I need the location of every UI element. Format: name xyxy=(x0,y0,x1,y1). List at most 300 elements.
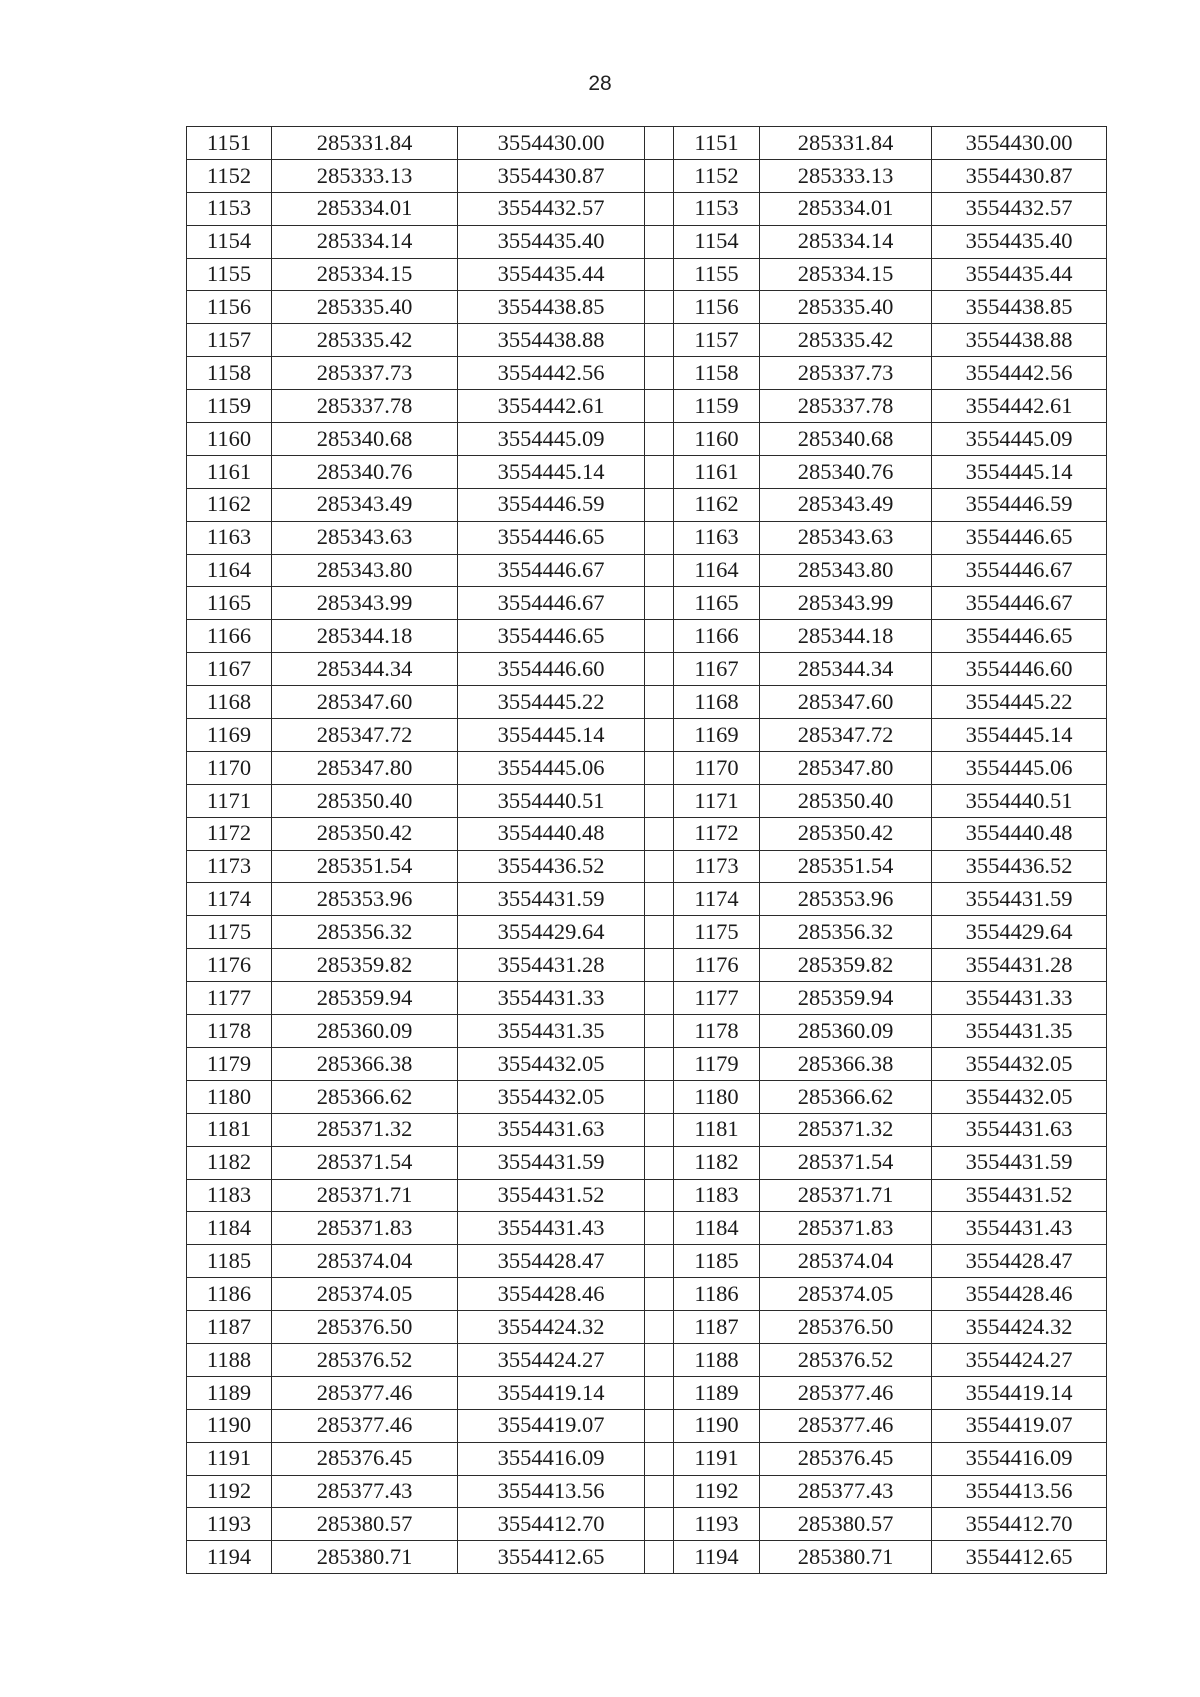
x-coordinate-left: 285343.49 xyxy=(272,488,458,521)
x-coordinate-right: 285371.32 xyxy=(760,1113,932,1146)
x-coordinate-left: 285376.52 xyxy=(272,1343,458,1376)
x-coordinate-right: 285380.57 xyxy=(760,1508,932,1541)
point-number-left: 1151 xyxy=(187,127,272,160)
y-coordinate-left: 3554429.64 xyxy=(458,916,645,949)
x-coordinate-left: 285377.43 xyxy=(272,1475,458,1508)
point-number-left: 1187 xyxy=(187,1311,272,1344)
point-number-left: 1182 xyxy=(187,1146,272,1179)
point-number-right: 1167 xyxy=(674,653,760,686)
spacer-cell xyxy=(645,982,674,1015)
point-number-left: 1170 xyxy=(187,751,272,784)
table-row xyxy=(187,357,1107,390)
point-number-left: 1167 xyxy=(187,653,272,686)
y-coordinate-left: 3554431.35 xyxy=(458,1015,645,1048)
x-coordinate-right: 285340.68 xyxy=(760,423,932,456)
spacer-cell xyxy=(645,291,674,324)
point-number-right: 1168 xyxy=(674,686,760,719)
x-coordinate-left: 285347.60 xyxy=(272,686,458,719)
point-number-left: 1181 xyxy=(187,1113,272,1146)
y-coordinate-left: 3554446.65 xyxy=(458,620,645,653)
y-coordinate-right: 3554428.47 xyxy=(932,1245,1107,1278)
table-row xyxy=(187,719,1107,752)
y-coordinate-left: 3554430.00 xyxy=(458,127,645,160)
point-number-right: 1190 xyxy=(674,1409,760,1442)
y-coordinate-right: 3554446.59 xyxy=(932,488,1107,521)
x-coordinate-left: 285344.34 xyxy=(272,653,458,686)
point-number-right: 1170 xyxy=(674,751,760,784)
y-coordinate-right: 3554413.56 xyxy=(932,1475,1107,1508)
y-coordinate-right: 3554431.28 xyxy=(932,949,1107,982)
point-number-right: 1176 xyxy=(674,949,760,982)
y-coordinate-left: 3554432.05 xyxy=(458,1047,645,1080)
point-number-right: 1159 xyxy=(674,390,760,423)
point-number-left: 1156 xyxy=(187,291,272,324)
spacer-cell xyxy=(645,1212,674,1245)
y-coordinate-right: 3554432.05 xyxy=(932,1080,1107,1113)
point-number-right: 1182 xyxy=(674,1146,760,1179)
x-coordinate-right: 285343.63 xyxy=(760,521,932,554)
point-number-left: 1173 xyxy=(187,850,272,883)
point-number-left: 1160 xyxy=(187,423,272,456)
point-number-left: 1157 xyxy=(187,324,272,357)
spacer-cell xyxy=(645,1475,674,1508)
point-number-right: 1181 xyxy=(674,1113,760,1146)
point-number-right: 1189 xyxy=(674,1376,760,1409)
point-number-left: 1179 xyxy=(187,1047,272,1080)
x-coordinate-left: 285374.04 xyxy=(272,1245,458,1278)
table-row xyxy=(187,291,1107,324)
x-coordinate-left: 285359.94 xyxy=(272,982,458,1015)
spacer-cell xyxy=(645,488,674,521)
x-coordinate-right: 285340.76 xyxy=(760,455,932,488)
spacer-cell xyxy=(645,1278,674,1311)
x-coordinate-left: 285343.80 xyxy=(272,554,458,587)
x-coordinate-right: 285374.05 xyxy=(760,1278,932,1311)
x-coordinate-left: 285350.42 xyxy=(272,817,458,850)
spacer-cell xyxy=(645,1409,674,1442)
table-row xyxy=(187,949,1107,982)
y-coordinate-right: 3554430.00 xyxy=(932,127,1107,160)
spacer-cell xyxy=(645,949,674,982)
y-coordinate-left: 3554419.14 xyxy=(458,1376,645,1409)
y-coordinate-right: 3554446.60 xyxy=(932,653,1107,686)
point-number-left: 1172 xyxy=(187,817,272,850)
y-coordinate-right: 3554431.33 xyxy=(932,982,1107,1015)
x-coordinate-left: 285337.78 xyxy=(272,390,458,423)
point-number-left: 1164 xyxy=(187,554,272,587)
x-coordinate-right: 285376.45 xyxy=(760,1442,932,1475)
y-coordinate-left: 3554446.60 xyxy=(458,653,645,686)
x-coordinate-left: 285347.72 xyxy=(272,719,458,752)
y-coordinate-right: 3554432.05 xyxy=(932,1047,1107,1080)
y-coordinate-right: 3554440.51 xyxy=(932,784,1107,817)
y-coordinate-left: 3554431.59 xyxy=(458,1146,645,1179)
x-coordinate-left: 285331.84 xyxy=(272,127,458,160)
x-coordinate-right: 285350.40 xyxy=(760,784,932,817)
spacer-cell xyxy=(645,390,674,423)
x-coordinate-left: 285371.32 xyxy=(272,1113,458,1146)
y-coordinate-right: 3554438.88 xyxy=(932,324,1107,357)
y-coordinate-right: 3554435.44 xyxy=(932,258,1107,291)
table-row xyxy=(187,620,1107,653)
y-coordinate-left: 3554446.67 xyxy=(458,554,645,587)
spacer-cell xyxy=(645,1015,674,1048)
point-number-left: 1166 xyxy=(187,620,272,653)
y-coordinate-left: 3554446.67 xyxy=(458,587,645,620)
table-row xyxy=(187,1113,1107,1146)
y-coordinate-right: 3554446.67 xyxy=(932,554,1107,587)
x-coordinate-right: 285359.94 xyxy=(760,982,932,1015)
spacer-cell xyxy=(645,817,674,850)
point-number-left: 1165 xyxy=(187,587,272,620)
spacer-cell xyxy=(645,653,674,686)
table-row xyxy=(187,1475,1107,1508)
point-number-right: 1178 xyxy=(674,1015,760,1048)
table-row xyxy=(187,390,1107,423)
point-number-right: 1162 xyxy=(674,488,760,521)
y-coordinate-left: 3554442.61 xyxy=(458,390,645,423)
x-coordinate-right: 285351.54 xyxy=(760,850,932,883)
y-coordinate-left: 3554431.43 xyxy=(458,1212,645,1245)
point-number-right: 1194 xyxy=(674,1541,760,1574)
point-number-right: 1154 xyxy=(674,225,760,258)
x-coordinate-right: 285380.71 xyxy=(760,1541,932,1574)
point-number-left: 1194 xyxy=(187,1541,272,1574)
y-coordinate-left: 3554435.44 xyxy=(458,258,645,291)
table-row xyxy=(187,127,1107,160)
y-coordinate-left: 3554446.65 xyxy=(458,521,645,554)
spacer-cell xyxy=(645,225,674,258)
x-coordinate-left: 285371.71 xyxy=(272,1179,458,1212)
y-coordinate-left: 3554436.52 xyxy=(458,850,645,883)
point-number-left: 1193 xyxy=(187,1508,272,1541)
y-coordinate-right: 3554431.59 xyxy=(932,883,1107,916)
point-number-right: 1180 xyxy=(674,1080,760,1113)
y-coordinate-left: 3554413.56 xyxy=(458,1475,645,1508)
point-number-right: 1188 xyxy=(674,1343,760,1376)
point-number-right: 1164 xyxy=(674,554,760,587)
table-row xyxy=(187,1508,1107,1541)
point-number-left: 1188 xyxy=(187,1343,272,1376)
table-row xyxy=(187,817,1107,850)
y-coordinate-left: 3554431.33 xyxy=(458,982,645,1015)
x-coordinate-left: 285343.99 xyxy=(272,587,458,620)
x-coordinate-left: 285335.42 xyxy=(272,324,458,357)
y-coordinate-right: 3554431.35 xyxy=(932,1015,1107,1048)
x-coordinate-left: 285347.80 xyxy=(272,751,458,784)
x-coordinate-left: 285366.62 xyxy=(272,1080,458,1113)
point-number-right: 1185 xyxy=(674,1245,760,1278)
point-number-right: 1152 xyxy=(674,159,760,192)
table-row xyxy=(187,455,1107,488)
table-row xyxy=(187,587,1107,620)
y-coordinate-right: 3554419.14 xyxy=(932,1376,1107,1409)
y-coordinate-left: 3554419.07 xyxy=(458,1409,645,1442)
point-number-left: 1178 xyxy=(187,1015,272,1048)
spacer-cell xyxy=(645,1146,674,1179)
y-coordinate-left: 3554445.14 xyxy=(458,455,645,488)
y-coordinate-left: 3554432.05 xyxy=(458,1080,645,1113)
y-coordinate-left: 3554416.09 xyxy=(458,1442,645,1475)
x-coordinate-left: 285371.83 xyxy=(272,1212,458,1245)
x-coordinate-right: 285331.84 xyxy=(760,127,932,160)
x-coordinate-right: 285334.15 xyxy=(760,258,932,291)
spacer-cell xyxy=(645,850,674,883)
table-row xyxy=(187,258,1107,291)
x-coordinate-right: 285335.42 xyxy=(760,324,932,357)
y-coordinate-right: 3554431.63 xyxy=(932,1113,1107,1146)
point-number-right: 1172 xyxy=(674,817,760,850)
x-coordinate-right: 285377.46 xyxy=(760,1376,932,1409)
point-number-left: 1189 xyxy=(187,1376,272,1409)
y-coordinate-right: 3554446.65 xyxy=(932,620,1107,653)
point-number-left: 1190 xyxy=(187,1409,272,1442)
point-number-right: 1166 xyxy=(674,620,760,653)
x-coordinate-right: 285371.83 xyxy=(760,1212,932,1245)
y-coordinate-right: 3554424.32 xyxy=(932,1311,1107,1344)
x-coordinate-left: 285340.76 xyxy=(272,455,458,488)
point-number-right: 1153 xyxy=(674,192,760,225)
x-coordinate-right: 285376.50 xyxy=(760,1311,932,1344)
y-coordinate-right: 3554446.65 xyxy=(932,521,1107,554)
table-row xyxy=(187,883,1107,916)
y-coordinate-right: 3554432.57 xyxy=(932,192,1107,225)
point-number-right: 1156 xyxy=(674,291,760,324)
spacer-cell xyxy=(645,1376,674,1409)
coordinates-table-body xyxy=(187,127,1107,1574)
x-coordinate-left: 285376.50 xyxy=(272,1311,458,1344)
table-row xyxy=(187,521,1107,554)
x-coordinate-right: 285371.71 xyxy=(760,1179,932,1212)
table-row xyxy=(187,1047,1107,1080)
x-coordinate-right: 285353.96 xyxy=(760,883,932,916)
point-number-right: 1160 xyxy=(674,423,760,456)
y-coordinate-right: 3554429.64 xyxy=(932,916,1107,949)
table-row xyxy=(187,1376,1107,1409)
x-coordinate-left: 285353.96 xyxy=(272,883,458,916)
y-coordinate-right: 3554435.40 xyxy=(932,225,1107,258)
point-number-right: 1179 xyxy=(674,1047,760,1080)
y-coordinate-right: 3554445.14 xyxy=(932,455,1107,488)
point-number-right: 1155 xyxy=(674,258,760,291)
point-number-left: 1152 xyxy=(187,159,272,192)
table-row xyxy=(187,686,1107,719)
x-coordinate-right: 285374.04 xyxy=(760,1245,932,1278)
y-coordinate-left: 3554442.56 xyxy=(458,357,645,390)
x-coordinate-left: 285334.15 xyxy=(272,258,458,291)
table-row xyxy=(187,1212,1107,1245)
y-coordinate-right: 3554445.06 xyxy=(932,751,1107,784)
point-number-left: 1162 xyxy=(187,488,272,521)
y-coordinate-right: 3554440.48 xyxy=(932,817,1107,850)
y-coordinate-left: 3554446.59 xyxy=(458,488,645,521)
point-number-right: 1177 xyxy=(674,982,760,1015)
spacer-cell xyxy=(645,423,674,456)
coordinates-table xyxy=(186,126,1107,1574)
spacer-cell xyxy=(645,357,674,390)
point-number-left: 1177 xyxy=(187,982,272,1015)
y-coordinate-right: 3554445.09 xyxy=(932,423,1107,456)
y-coordinate-right: 3554438.85 xyxy=(932,291,1107,324)
x-coordinate-right: 285371.54 xyxy=(760,1146,932,1179)
y-coordinate-right: 3554428.46 xyxy=(932,1278,1107,1311)
table-row xyxy=(187,1409,1107,1442)
table-row xyxy=(187,850,1107,883)
x-coordinate-left: 285343.63 xyxy=(272,521,458,554)
x-coordinate-right: 285376.52 xyxy=(760,1343,932,1376)
table-row xyxy=(187,1080,1107,1113)
point-number-right: 1192 xyxy=(674,1475,760,1508)
spacer-cell xyxy=(645,1245,674,1278)
x-coordinate-right: 285333.13 xyxy=(760,159,932,192)
table-row xyxy=(187,1278,1107,1311)
table-row xyxy=(187,1442,1107,1475)
point-number-left: 1171 xyxy=(187,784,272,817)
spacer-cell xyxy=(645,719,674,752)
x-coordinate-right: 285335.40 xyxy=(760,291,932,324)
table-row xyxy=(187,982,1107,1015)
y-coordinate-left: 3554424.27 xyxy=(458,1343,645,1376)
y-coordinate-right: 3554416.09 xyxy=(932,1442,1107,1475)
spacer-cell xyxy=(645,784,674,817)
x-coordinate-left: 285340.68 xyxy=(272,423,458,456)
point-number-left: 1183 xyxy=(187,1179,272,1212)
point-number-left: 1153 xyxy=(187,192,272,225)
spacer-cell xyxy=(645,455,674,488)
y-coordinate-right: 3554445.14 xyxy=(932,719,1107,752)
spacer-cell xyxy=(645,258,674,291)
x-coordinate-right: 285334.14 xyxy=(760,225,932,258)
point-number-left: 1169 xyxy=(187,719,272,752)
point-number-right: 1187 xyxy=(674,1311,760,1344)
spacer-cell xyxy=(645,1508,674,1541)
point-number-left: 1191 xyxy=(187,1442,272,1475)
x-coordinate-left: 285344.18 xyxy=(272,620,458,653)
point-number-right: 1174 xyxy=(674,883,760,916)
point-number-right: 1157 xyxy=(674,324,760,357)
point-number-left: 1184 xyxy=(187,1212,272,1245)
spacer-cell xyxy=(645,751,674,784)
table-row xyxy=(187,1343,1107,1376)
y-coordinate-left: 3554435.40 xyxy=(458,225,645,258)
x-coordinate-right: 285350.42 xyxy=(760,817,932,850)
spacer-cell xyxy=(645,192,674,225)
point-number-right: 1151 xyxy=(674,127,760,160)
y-coordinate-left: 3554424.32 xyxy=(458,1311,645,1344)
point-number-left: 1192 xyxy=(187,1475,272,1508)
spacer-cell xyxy=(645,127,674,160)
spacer-cell xyxy=(645,916,674,949)
table-row xyxy=(187,1146,1107,1179)
y-coordinate-left: 3554445.14 xyxy=(458,719,645,752)
y-coordinate-right: 3554431.43 xyxy=(932,1212,1107,1245)
point-number-left: 1168 xyxy=(187,686,272,719)
spacer-cell xyxy=(645,554,674,587)
y-coordinate-right: 3554446.67 xyxy=(932,587,1107,620)
point-number-right: 1175 xyxy=(674,916,760,949)
x-coordinate-left: 285377.46 xyxy=(272,1409,458,1442)
y-coordinate-right: 3554442.56 xyxy=(932,357,1107,390)
x-coordinate-right: 285334.01 xyxy=(760,192,932,225)
x-coordinate-right: 285347.80 xyxy=(760,751,932,784)
point-number-left: 1180 xyxy=(187,1080,272,1113)
y-coordinate-left: 3554438.88 xyxy=(458,324,645,357)
spacer-cell xyxy=(645,521,674,554)
table-row xyxy=(187,1245,1107,1278)
point-number-left: 1176 xyxy=(187,949,272,982)
x-coordinate-right: 285344.18 xyxy=(760,620,932,653)
table-row xyxy=(187,1541,1107,1574)
x-coordinate-left: 285334.01 xyxy=(272,192,458,225)
y-coordinate-left: 3554445.06 xyxy=(458,751,645,784)
x-coordinate-right: 285377.43 xyxy=(760,1475,932,1508)
table-row xyxy=(187,784,1107,817)
point-number-left: 1186 xyxy=(187,1278,272,1311)
point-number-right: 1163 xyxy=(674,521,760,554)
y-coordinate-left: 3554445.22 xyxy=(458,686,645,719)
y-coordinate-right: 3554430.87 xyxy=(932,159,1107,192)
spacer-cell xyxy=(645,159,674,192)
x-coordinate-right: 285347.72 xyxy=(760,719,932,752)
x-coordinate-left: 285350.40 xyxy=(272,784,458,817)
y-coordinate-left: 3554431.28 xyxy=(458,949,645,982)
y-coordinate-left: 3554431.59 xyxy=(458,883,645,916)
y-coordinate-right: 3554412.65 xyxy=(932,1541,1107,1574)
spacer-cell xyxy=(645,324,674,357)
y-coordinate-right: 3554412.70 xyxy=(932,1508,1107,1541)
x-coordinate-left: 285356.32 xyxy=(272,916,458,949)
point-number-right: 1171 xyxy=(674,784,760,817)
point-number-left: 1154 xyxy=(187,225,272,258)
table-row xyxy=(187,423,1107,456)
x-coordinate-left: 285366.38 xyxy=(272,1047,458,1080)
point-number-left: 1161 xyxy=(187,455,272,488)
spacer-cell xyxy=(645,1080,674,1113)
point-number-left: 1158 xyxy=(187,357,272,390)
table-row xyxy=(187,1179,1107,1212)
y-coordinate-left: 3554445.09 xyxy=(458,423,645,456)
table-row xyxy=(187,1311,1107,1344)
page-number: 28 xyxy=(588,72,612,95)
spacer-cell xyxy=(645,1311,674,1344)
point-number-right: 1173 xyxy=(674,850,760,883)
point-number-left: 1159 xyxy=(187,390,272,423)
y-coordinate-right: 3554424.27 xyxy=(932,1343,1107,1376)
point-number-right: 1165 xyxy=(674,587,760,620)
table-row xyxy=(187,1015,1107,1048)
x-coordinate-right: 285356.32 xyxy=(760,916,932,949)
point-number-right: 1169 xyxy=(674,719,760,752)
table-row xyxy=(187,488,1107,521)
y-coordinate-left: 3554428.47 xyxy=(458,1245,645,1278)
spacer-cell xyxy=(645,1541,674,1574)
y-coordinate-left: 3554431.63 xyxy=(458,1113,645,1146)
x-coordinate-right: 285344.34 xyxy=(760,653,932,686)
spacer-cell xyxy=(645,1179,674,1212)
point-number-right: 1158 xyxy=(674,357,760,390)
table-row xyxy=(187,554,1107,587)
point-number-left: 1185 xyxy=(187,1245,272,1278)
x-coordinate-left: 285376.45 xyxy=(272,1442,458,1475)
point-number-right: 1161 xyxy=(674,455,760,488)
y-coordinate-right: 3554431.59 xyxy=(932,1146,1107,1179)
x-coordinate-right: 285347.60 xyxy=(760,686,932,719)
y-coordinate-right: 3554419.07 xyxy=(932,1409,1107,1442)
table-row xyxy=(187,324,1107,357)
y-coordinate-left: 3554432.57 xyxy=(458,192,645,225)
x-coordinate-left: 285380.57 xyxy=(272,1508,458,1541)
y-coordinate-left: 3554412.65 xyxy=(458,1541,645,1574)
